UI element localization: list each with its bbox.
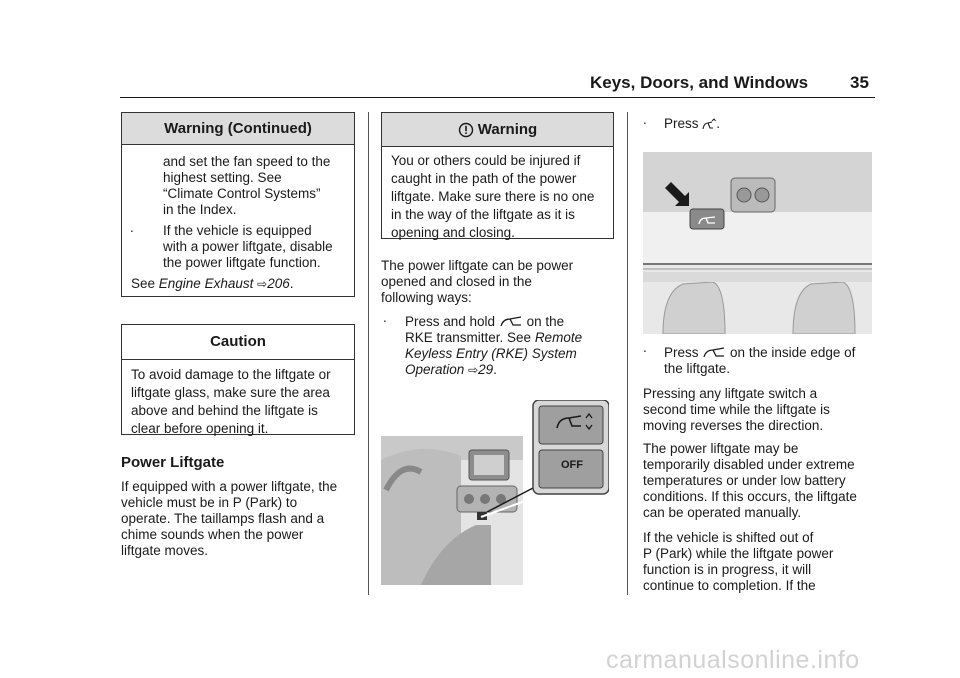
rke-link-part1[interactable]: Remote bbox=[534, 330, 583, 345]
running-header-title: Keys, Doors, and Windows bbox=[590, 73, 809, 92]
text-line: the liftgate. bbox=[664, 361, 731, 376]
figure-overhead-button bbox=[643, 152, 872, 334]
text-line bbox=[405, 314, 582, 330]
text-line: opened and closed in the bbox=[381, 274, 532, 289]
text-line: To avoid damage to the liftgate or bbox=[131, 367, 331, 382]
liftgate-intro-paragraph bbox=[381, 258, 573, 306]
text-line: liftgate. Make sure there is no one bbox=[391, 189, 595, 204]
warning-heading-label: Warning bbox=[477, 121, 538, 138]
warning-heading bbox=[382, 113, 613, 147]
page-ref: 29 bbox=[478, 362, 494, 377]
figure-dashboard-switch bbox=[381, 400, 609, 585]
text-line: If equipped with a power liftgate, the bbox=[121, 479, 338, 494]
see-reference bbox=[131, 276, 293, 292]
liftgate-icon bbox=[702, 347, 726, 359]
text-line: The power liftgate may be bbox=[643, 441, 799, 456]
text-line: opening and closing. bbox=[391, 225, 515, 240]
rke-link-part3[interactable]: Operation bbox=[405, 362, 465, 377]
press-text: Press bbox=[664, 116, 699, 131]
text-line: temporarily disabled under extreme bbox=[643, 457, 855, 472]
section-heading-power-liftgate: Power Liftgate bbox=[121, 454, 225, 471]
text-line bbox=[405, 362, 582, 378]
column-divider-2 bbox=[627, 112, 628, 595]
see-prefix: See bbox=[131, 276, 159, 291]
warning-continued-para bbox=[163, 154, 330, 218]
text-line bbox=[405, 330, 582, 346]
press-and-hold-text: Press and hold bbox=[405, 314, 496, 329]
caution-heading: Caution bbox=[122, 325, 354, 360]
paragraph-shifted bbox=[643, 530, 833, 594]
text-line: continue to completion. If the bbox=[643, 578, 816, 593]
inside-edge-text: on the inside edge of bbox=[730, 345, 856, 360]
text-line: second time while the liftgate is bbox=[643, 402, 830, 417]
watermark: carmanualsonline.info bbox=[606, 646, 860, 674]
text-line: caught in the path of the power bbox=[391, 171, 577, 186]
paragraph-disabled bbox=[643, 441, 857, 521]
text-line: You or others could be injured if bbox=[391, 153, 581, 168]
warning-continued-bullet bbox=[163, 223, 333, 271]
text-line: in the way of the liftgate as it is bbox=[391, 207, 575, 222]
liftgate-icon bbox=[499, 316, 523, 328]
switch-off-label: OFF bbox=[561, 459, 583, 471]
caution-text bbox=[131, 367, 331, 437]
warning-continued-heading: Warning (Continued) bbox=[122, 113, 354, 145]
warning-continued-box bbox=[121, 112, 355, 297]
text-line: in the Index. bbox=[163, 202, 237, 217]
page-ref-arrow-icon: ⇨ bbox=[468, 363, 479, 377]
text-line: the power liftgate function. bbox=[163, 255, 321, 270]
ref-suffix: . bbox=[493, 362, 497, 377]
liftgate-button-icon bbox=[702, 118, 716, 131]
rke-prefix: RKE transmitter. See bbox=[405, 330, 535, 345]
text-line: clear before opening it. bbox=[131, 421, 269, 436]
text-line: highest setting. See bbox=[163, 170, 282, 185]
engine-exhaust-link[interactable]: Engine Exhaust bbox=[158, 276, 254, 291]
text-line: If the vehicle is shifted out of bbox=[643, 530, 814, 545]
text-line: liftgate glass, make sure the area bbox=[131, 385, 330, 400]
text-line: temperatures or under low battery bbox=[643, 473, 846, 488]
text-line: moving reverses the direction. bbox=[643, 418, 824, 433]
text-line: operate. The taillamps flash and a bbox=[121, 511, 325, 526]
text-line: The power liftgate can be power bbox=[381, 258, 574, 273]
warning-box bbox=[381, 112, 614, 239]
bullet-dot: . bbox=[643, 112, 647, 127]
text-line: following ways: bbox=[381, 290, 472, 305]
text-line: Pressing any liftgate switch a bbox=[643, 386, 818, 401]
rke-link-part2[interactable]: Keyless Entry (RKE) System bbox=[405, 346, 577, 361]
see-suffix: . bbox=[289, 276, 294, 291]
bullet-dot: . bbox=[383, 310, 387, 325]
text-line: If the vehicle is equipped bbox=[163, 223, 312, 238]
text-line: above and behind the liftgate is bbox=[131, 403, 318, 418]
page-ref-arrow-icon: ⇨ bbox=[257, 277, 268, 291]
text-line: can be operated manually. bbox=[643, 505, 802, 520]
text-line: P (Park) while the liftgate power bbox=[643, 546, 834, 561]
press-liftgate-button-bullet bbox=[664, 116, 720, 132]
caution-box bbox=[121, 324, 355, 435]
bullet-dot: . bbox=[643, 340, 647, 355]
inside-edge-bullet bbox=[664, 345, 855, 377]
text-line bbox=[664, 345, 855, 361]
text-line: and set the fan speed to the bbox=[163, 154, 331, 169]
press-suffix: . bbox=[716, 116, 721, 131]
text-line: function is in progress, it will bbox=[643, 562, 812, 577]
bullet-dot: . bbox=[130, 220, 134, 235]
press-text: Press bbox=[664, 345, 699, 360]
page-ref: 206 bbox=[267, 276, 290, 291]
on-the-text: on the bbox=[526, 314, 565, 329]
paragraph-reverse bbox=[643, 386, 830, 434]
power-liftgate-paragraph bbox=[121, 479, 337, 559]
text-line: “Climate Control Systems” bbox=[163, 186, 321, 201]
warning-icon bbox=[458, 122, 474, 138]
warning-text bbox=[391, 153, 594, 241]
page-number: 35 bbox=[850, 73, 869, 92]
column-divider-1 bbox=[368, 112, 369, 595]
text-line: with a power liftgate, disable bbox=[163, 239, 333, 254]
text-line: vehicle must be in P (Park) to bbox=[121, 495, 298, 510]
text-line: liftgate moves. bbox=[121, 543, 209, 558]
rke-bullet bbox=[405, 314, 582, 378]
text-line: chime sounds when the power bbox=[121, 527, 304, 542]
text-line: conditions. If this occurs, the liftgate bbox=[643, 489, 857, 504]
header-rule bbox=[120, 97, 875, 98]
